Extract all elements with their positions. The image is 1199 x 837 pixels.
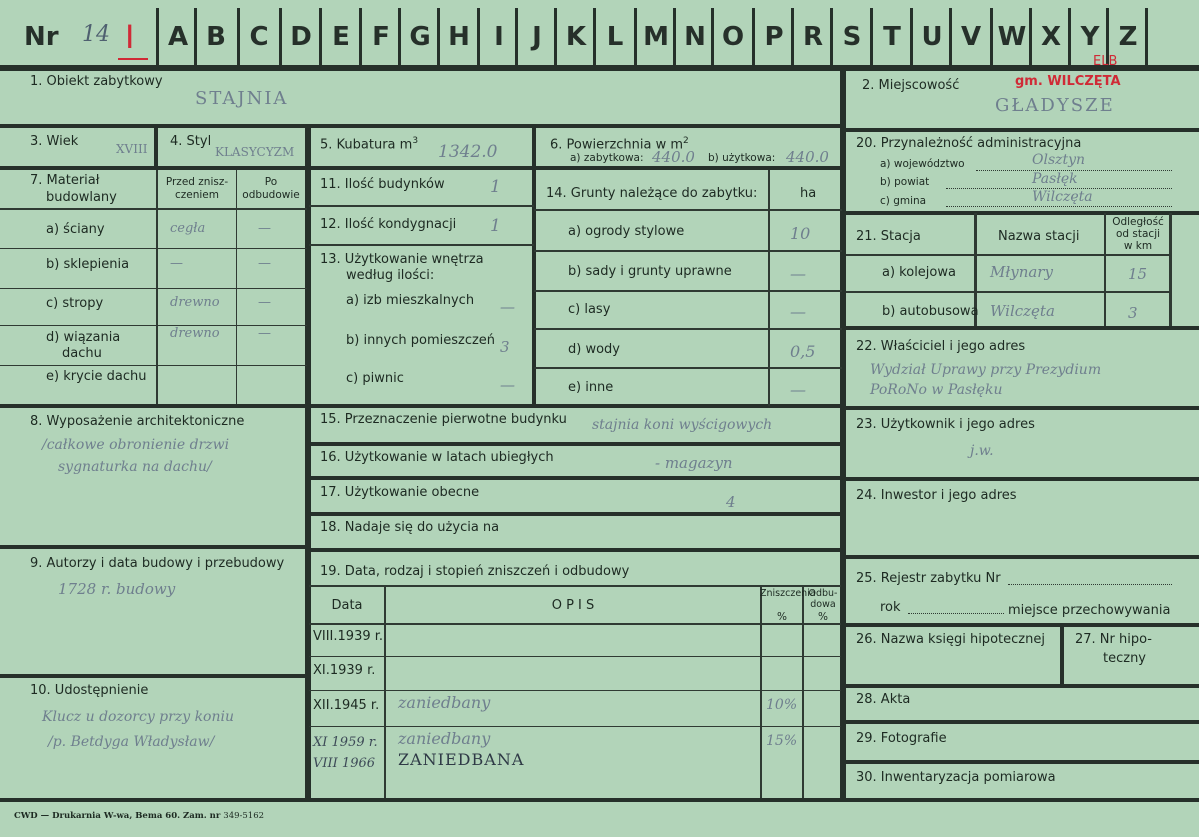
f2-label: 2. Miejscowość bbox=[862, 78, 960, 93]
f15-value: stajnia koni wyścigowych bbox=[592, 417, 773, 433]
f7-row-label: b) sklepienia bbox=[46, 257, 130, 272]
f7-row-before: drewno bbox=[170, 295, 220, 310]
f28-label: 28. Akta bbox=[856, 692, 911, 707]
f13-label1: 13. Użytkowanie wnętrza bbox=[320, 252, 484, 267]
f14-row-label: b) sady i grunty uprawne bbox=[568, 264, 732, 279]
index-letter-p: P bbox=[764, 22, 784, 52]
index-divider bbox=[949, 8, 952, 65]
index-letter-i: I bbox=[494, 22, 504, 52]
f19-col-zn-1: Zniszczenia bbox=[760, 588, 816, 599]
f14-row-label: e) inne bbox=[568, 380, 614, 395]
f7-row-line bbox=[0, 248, 307, 249]
f7-row-label: e) krycie dachu bbox=[46, 369, 147, 384]
f22-line1: Wydział Uprawy przy Prezydium bbox=[870, 362, 1102, 378]
f21-row-label: b) autobusowa bbox=[882, 304, 979, 319]
f19-row-date: VIII.1939 r. bbox=[313, 629, 384, 644]
f14-row-value: — bbox=[790, 380, 806, 399]
index-divider bbox=[1145, 8, 1148, 65]
f4-label: 4. Styl bbox=[170, 134, 212, 149]
f19-col-od-3: % bbox=[818, 611, 828, 623]
f19-col-zn-2: % bbox=[777, 611, 787, 623]
f7-row-label: c) stropy bbox=[46, 296, 104, 311]
f14-row-line bbox=[534, 290, 842, 292]
f7-label1: 7. Materiał bbox=[30, 173, 100, 188]
f19-row-zn: 15% bbox=[766, 733, 798, 749]
f14-row-value: 0,5 bbox=[790, 342, 816, 361]
f19-col-od-1: Odbu- bbox=[808, 588, 838, 599]
f6-uz-value: 440.0 bbox=[786, 148, 829, 166]
index-letter-m: M bbox=[643, 22, 669, 52]
index-divider bbox=[437, 8, 440, 65]
f21-row-name: Wilczęta bbox=[990, 302, 1055, 320]
f22-label: 22. Właściciel i jego adres bbox=[856, 339, 1026, 354]
f19-col-date: Data bbox=[331, 598, 363, 613]
f11-value: 1 bbox=[490, 177, 501, 197]
f13-row-value: — bbox=[500, 376, 515, 394]
f12-value: 1 bbox=[490, 216, 501, 236]
index-letter-h: H bbox=[448, 22, 470, 52]
f13-row-value: — bbox=[500, 298, 515, 316]
header-rule bbox=[0, 65, 1199, 71]
f10-line2: /p. Betdyga Władysław/ bbox=[48, 734, 215, 750]
f20-gm-label: c) gmina bbox=[880, 195, 927, 207]
f1-label: 1. Obiekt zabytkowy bbox=[30, 74, 163, 89]
f16-value: - magazyn bbox=[655, 454, 733, 472]
f9-label: 9. Autorzy i data budowy i przebudowy bbox=[30, 556, 285, 571]
index-letter-s: S bbox=[842, 22, 862, 52]
f20-woj-label: a) województwo bbox=[880, 158, 965, 170]
f13-label2: według ilości: bbox=[346, 268, 435, 283]
f11-label: 11. Ilość budynków bbox=[320, 177, 445, 192]
f5-label bbox=[320, 134, 418, 152]
nr-suffix: I bbox=[125, 18, 135, 56]
index-divider bbox=[477, 8, 480, 65]
f16-label: 16. Użytkowanie w latach ubiegłych bbox=[320, 450, 554, 465]
f7-col-after-2: odbudowie bbox=[242, 189, 300, 201]
f24-label: 24. Inwestor i jego adres bbox=[856, 488, 1017, 503]
f25-rok-label: rok bbox=[880, 600, 901, 615]
index-letter-r: R bbox=[802, 22, 824, 52]
printer-text: CWD — Drukarnia W-wa, Bema 60. Zam. nr bbox=[14, 811, 221, 821]
f29-label: 29. Fotografie bbox=[856, 731, 947, 746]
f19-row-opis: zaniedbany bbox=[398, 729, 491, 748]
f7-col-before-2: czeniem bbox=[174, 189, 219, 201]
f19-row-line bbox=[309, 726, 841, 727]
f14-row-label: a) ogrody stylowe bbox=[568, 224, 685, 239]
f21-label: 21. Stacja bbox=[856, 229, 921, 244]
index-divider bbox=[1029, 8, 1032, 65]
f7-row-after: — bbox=[258, 326, 271, 341]
f19-row-date: XII.1945 r. bbox=[313, 698, 380, 713]
f14-row-line bbox=[534, 367, 842, 369]
index-letter-y: Y bbox=[1080, 22, 1100, 52]
f14-unit: ha bbox=[800, 186, 817, 201]
f19-row-line bbox=[309, 656, 841, 657]
f17-label: 17. Użytkowanie obecne bbox=[320, 485, 480, 500]
index-letter-g: G bbox=[409, 22, 431, 52]
printer-note bbox=[14, 810, 264, 822]
f19-col-opis: O P I S bbox=[551, 598, 595, 613]
f19-row-zn: 10% bbox=[766, 697, 798, 713]
nr-label: Nr bbox=[24, 22, 59, 52]
f14-row-line bbox=[534, 328, 842, 330]
index-letter-w: W bbox=[997, 22, 1027, 52]
f6-zab-value: 440.0 bbox=[652, 148, 695, 166]
f9-value: 1728 r. budowy bbox=[58, 580, 176, 598]
f2-annot1: ELB bbox=[1093, 54, 1118, 69]
f30-label: 30. Inwentaryzacja pomiarowa bbox=[856, 770, 1056, 785]
f5-label-text: 5. Kubatura m bbox=[320, 137, 413, 153]
f2-annot2: gm. WILCZĘTA bbox=[1015, 74, 1121, 89]
f3-label: 3. Wiek bbox=[30, 134, 79, 149]
f20-woj-value: Olsztyn bbox=[1032, 152, 1086, 168]
index-letter-u: U bbox=[921, 22, 943, 52]
f21-col-dist-1: Odległość bbox=[1112, 216, 1164, 228]
index-divider bbox=[319, 8, 322, 65]
index-divider bbox=[194, 8, 197, 65]
index-divider bbox=[870, 8, 873, 65]
f14-row-line bbox=[534, 250, 842, 252]
f22-line2: PoRoNo w Pasłęku bbox=[870, 382, 1003, 398]
index-letter-v: V bbox=[960, 22, 982, 52]
f12-label: 12. Ilość kondygnacji bbox=[320, 217, 457, 232]
f7-row-before: drewno bbox=[170, 326, 220, 341]
f7-col-before-1: Przed znisz- bbox=[165, 176, 229, 188]
f21-row-label: a) kolejowa bbox=[882, 265, 956, 280]
index-divider bbox=[990, 8, 993, 65]
f19-row-date: XI.1939 r. bbox=[313, 663, 376, 678]
f27-label1: 27. Nr hipo- bbox=[1075, 632, 1152, 647]
f14-row-value: — bbox=[790, 264, 806, 283]
f8-line1: /całkowe obronienie drzwi bbox=[42, 437, 230, 453]
f19-row-opis: zaniedbany bbox=[398, 693, 491, 712]
f14-row-label: d) wody bbox=[568, 342, 620, 357]
f5-value: 1342.0 bbox=[438, 142, 498, 162]
index-letter-x: X bbox=[1040, 22, 1062, 52]
f6-uz-label: b) użytkowa: bbox=[708, 152, 776, 164]
f7-row-after: — bbox=[258, 221, 271, 236]
f14-label: 14. Grunty należące do zabytku: bbox=[546, 186, 758, 201]
f5-unit-sup: 3 bbox=[412, 136, 419, 146]
index-divider bbox=[830, 8, 833, 65]
f7-row-line bbox=[0, 288, 307, 289]
f19-col-od-2: dowa bbox=[810, 599, 836, 610]
index-divider bbox=[910, 8, 913, 65]
index-letter-c: C bbox=[249, 22, 269, 52]
index-divider bbox=[1068, 8, 1071, 65]
f8-line2: sygnaturka na dachu/ bbox=[58, 459, 212, 475]
f10-line1: Klucz u dozorcy przy koniu bbox=[42, 709, 234, 725]
index-divider bbox=[673, 8, 676, 65]
index-letter-d: D bbox=[290, 22, 312, 52]
f25-miejsce-label: miejsce przechowywania bbox=[1008, 603, 1171, 618]
f7-row-before: cegła bbox=[170, 221, 206, 236]
f19-row-opis: ZANIEDBANA bbox=[398, 750, 525, 769]
index-letter-n: N bbox=[684, 22, 706, 52]
f14-row-value: — bbox=[790, 302, 806, 321]
index-letter-j: J bbox=[532, 22, 542, 52]
index-letter-a: A bbox=[167, 22, 189, 52]
printer-order: 349-5162 bbox=[223, 811, 265, 821]
f7-label2: budowlany bbox=[46, 190, 117, 205]
f19-row-date: VIII 1966 bbox=[313, 756, 376, 771]
f7-col-after-1: Po bbox=[264, 176, 278, 188]
f7-row-line bbox=[0, 325, 307, 326]
f7-row-after: — bbox=[258, 256, 271, 271]
index-divider bbox=[554, 8, 557, 65]
f20-pow-value: Pasłęk bbox=[1032, 171, 1078, 187]
f21-row-name: Młynary bbox=[990, 263, 1053, 281]
f13-row-label: c) piwnic bbox=[346, 371, 404, 386]
index-letter-z: Z bbox=[1118, 22, 1138, 52]
f1-value: STAJNIA bbox=[195, 88, 289, 109]
index-divider bbox=[634, 8, 637, 65]
index-divider bbox=[279, 8, 282, 65]
f13-row-label: b) innych pomieszczeń bbox=[346, 333, 496, 348]
f15-label: 15. Przeznaczenie pierwotne budynku bbox=[320, 412, 567, 427]
index-divider bbox=[359, 8, 362, 65]
nr-underline bbox=[118, 58, 148, 60]
f20-label: 20. Przynależność administracyjna bbox=[856, 136, 1082, 151]
f21-row-dist: 15 bbox=[1128, 265, 1148, 283]
f2-value: GŁADYSZE bbox=[995, 95, 1115, 116]
f13-row-label: a) izb mieszkalnych bbox=[346, 293, 475, 308]
f21-row-dist: 3 bbox=[1128, 304, 1138, 322]
f10-label: 10. Udostępnienie bbox=[30, 683, 149, 698]
f13-row-value: 3 bbox=[500, 338, 510, 356]
index-divider bbox=[156, 8, 159, 65]
index-divider bbox=[398, 8, 401, 65]
f7-row-line bbox=[0, 365, 307, 366]
index-divider bbox=[752, 8, 755, 65]
f21-col-dist-2: od stacji bbox=[1115, 228, 1161, 240]
f7-row-label: a) ściany bbox=[46, 222, 105, 237]
index-divider bbox=[791, 8, 794, 65]
f21-col-dist-3: w km bbox=[1123, 240, 1153, 252]
f6-zab-label: a) zabytkowa: bbox=[570, 152, 644, 164]
f4-value: KLASYCYZM bbox=[215, 145, 295, 159]
f7-row-label: d) wiązania bbox=[46, 330, 121, 345]
f19-row-date: XI 1959 r. bbox=[313, 735, 378, 750]
f25-label: 25. Rejestr zabytku Nr bbox=[856, 571, 1001, 586]
index-letter-e: E bbox=[332, 22, 350, 52]
index-letter-k: K bbox=[565, 22, 587, 52]
index-divider bbox=[711, 8, 714, 65]
f3-value: XVIII bbox=[116, 142, 148, 156]
index-letter-b: B bbox=[206, 22, 226, 52]
index-divider bbox=[237, 8, 240, 65]
f6-label-text: 6. Powierzchnia w m bbox=[550, 137, 684, 153]
f26-label: 26. Nazwa księgi hipotecznej bbox=[856, 632, 1045, 647]
f18-label: 18. Nadaje się do użycia na bbox=[320, 520, 500, 535]
index-letter-t: T bbox=[883, 22, 901, 52]
f23-label: 23. Użytkownik i jego adres bbox=[856, 417, 1035, 432]
index-letter-l: L bbox=[606, 22, 624, 52]
f14-row-label: c) lasy bbox=[568, 302, 611, 317]
f7-row-after: — bbox=[258, 295, 271, 310]
f7-row-label: dachu bbox=[62, 346, 102, 361]
f27-label2: teczny bbox=[1103, 651, 1146, 666]
f20-pow-label: b) powiat bbox=[880, 176, 930, 188]
f6-unit-sup: 2 bbox=[683, 136, 689, 146]
nr-value: 14 bbox=[82, 22, 110, 47]
f14-row-value: 10 bbox=[790, 224, 811, 243]
f21-col-name: Nazwa stacji bbox=[998, 229, 1080, 244]
index-letter-f: F bbox=[372, 22, 390, 52]
index-divider bbox=[515, 8, 518, 65]
f7-row-before: — bbox=[170, 256, 183, 271]
f19-label: 19. Data, rodzaj i stopień zniszczeń i odbudowy bbox=[320, 564, 630, 579]
f19-row-line bbox=[309, 690, 841, 691]
index-divider bbox=[593, 8, 596, 65]
index-letter-o: O bbox=[721, 22, 745, 52]
f20-gm-value: Wilczęta bbox=[1032, 189, 1093, 205]
f23-value: j.w. bbox=[970, 443, 994, 459]
f17-value: 4 bbox=[726, 493, 736, 511]
f8-label: 8. Wyposażenie architektoniczne bbox=[30, 414, 245, 429]
